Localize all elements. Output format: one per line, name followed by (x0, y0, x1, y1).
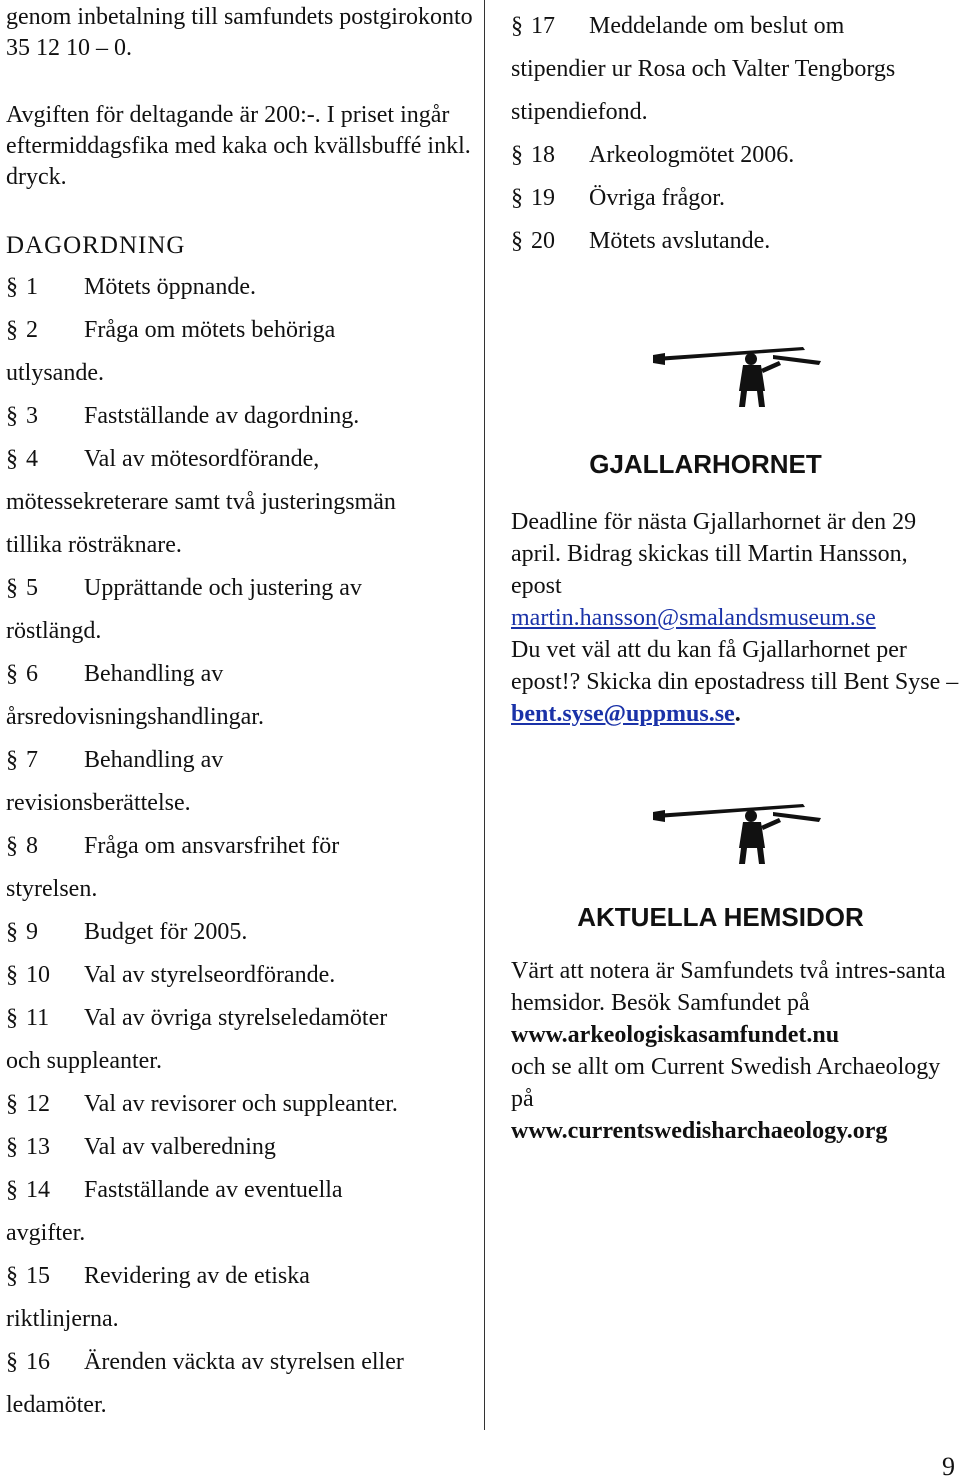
agenda-item-number: 9 (26, 919, 38, 945)
agenda-item-number: 14 (26, 1177, 50, 1203)
agenda-item-continuation: utlysande. (6, 360, 104, 386)
agenda-item-number: 12 (26, 1091, 50, 1117)
agenda-item-number: 7 (26, 747, 38, 773)
section-mark: § (6, 575, 18, 601)
agenda-item-text: Fråga om mötets behöriga (84, 317, 336, 343)
right-column (511, 0, 960, 1147)
agenda-item-text: Mötets öppnande. (84, 274, 256, 300)
agenda-item (6, 1341, 476, 1384)
agenda-item (6, 567, 476, 610)
agenda-item-text: Val av övriga styrelseledamöter (84, 1005, 388, 1031)
agenda-list-continued (511, 5, 960, 263)
agenda-item-text: Behandling av (84, 747, 224, 773)
email-link-bent[interactable]: bent.syse@uppmus.se (511, 701, 735, 727)
website-link-samfundet[interactable]: www.arkeologiskasamfundet.nu (511, 1022, 840, 1048)
agenda-item (6, 739, 476, 782)
agenda-item (511, 177, 960, 220)
agenda-list (6, 266, 476, 1427)
agenda-item-text: Mötets avslutande. (589, 228, 771, 254)
agenda-item-number: 15 (26, 1263, 50, 1289)
agenda-item (6, 653, 476, 696)
agenda-item-number: 13 (26, 1134, 50, 1160)
agenda-item-number: 16 (26, 1349, 50, 1375)
agenda-item (511, 220, 960, 263)
agenda-item (6, 954, 476, 997)
section-mark: § (6, 1091, 18, 1117)
agenda-item-continuation: tillika rösträknare. (6, 532, 182, 558)
agenda-item (6, 1169, 476, 1212)
section-mark: § (6, 1349, 18, 1375)
agenda-item-number: 17 (531, 13, 555, 39)
section-mark: § (6, 833, 18, 859)
agenda-item-number: 10 (26, 962, 50, 988)
agenda-item (6, 1126, 476, 1169)
column-divider (484, 0, 485, 1430)
agenda-item (6, 266, 476, 309)
agenda-item-text: Val av styrelseordförande. (84, 962, 336, 988)
section-mark: § (6, 1005, 18, 1031)
agenda-item (511, 5, 960, 48)
section-mark: § (511, 142, 523, 168)
agenda-item-continuation: röstlängd. (6, 618, 102, 644)
intro-paragraph: genom inbetalning till samfundets postgirokonto 35 12 10 – 0. (6, 4, 473, 61)
agenda-item-number: 3 (26, 403, 38, 429)
agenda-item-number: 6 (26, 661, 38, 687)
section-mark: § (6, 317, 18, 343)
section-mark: § (511, 13, 523, 39)
email-link[interactable]: martin.hansson@smalandsmuseum.se (511, 605, 876, 631)
section-mark: § (6, 446, 18, 472)
agenda-item-continuation: stipendier ur Rosa och Valter Tengborgs (511, 56, 896, 82)
agenda-item (6, 309, 476, 352)
agenda-item-text: Val av revisorer och suppleanter. (84, 1091, 398, 1117)
agenda-item-text: Arkeologmötet 2006. (589, 142, 795, 168)
section-mark: § (6, 919, 18, 945)
agenda-item-text: Fastställande av dagordning. (84, 403, 360, 429)
agenda-item-number: 19 (531, 185, 555, 211)
section-mark: § (6, 747, 18, 773)
agenda-item-continuation: avgifter. (6, 1220, 86, 1246)
agenda-item (6, 997, 476, 1040)
agenda-item-continuation: årsredovisningshandlingar. (6, 704, 264, 730)
agenda-item (6, 438, 476, 481)
section-mark: § (6, 1134, 18, 1160)
agenda-item-text: Övriga frågor. (589, 185, 725, 211)
agenda-item-number: 18 (531, 142, 555, 168)
hemsidor-heading: AKTUELLA HEMSIDOR (577, 902, 864, 932)
agenda-item-continuation: stipendiefond. (511, 99, 648, 125)
agenda-item-continuation: mötessekreterare samt två justeringsmän (6, 489, 396, 515)
agenda-item-text: Ärenden väckta av styrelsen eller (84, 1349, 404, 1375)
agenda-item (6, 825, 476, 868)
agenda-item-text: Budget för 2005. (84, 919, 248, 945)
agenda-item-text: Val av valberedning (84, 1134, 276, 1160)
section-mark: § (511, 228, 523, 254)
agenda-item (6, 1255, 476, 1298)
agenda-item-text: Behandling av (84, 661, 224, 687)
agenda-item (6, 911, 476, 954)
gjallarhornet-heading: GJALLARHORNET (589, 449, 822, 479)
agenda-item-continuation: ledamöter. (6, 1392, 107, 1418)
agenda-item (6, 395, 476, 438)
section-mark: § (6, 274, 18, 300)
section-mark: § (6, 1177, 18, 1203)
left-column (6, 0, 476, 1427)
agenda-item-number: 4 (26, 446, 38, 472)
agenda-item-continuation: styrelsen. (6, 876, 98, 902)
website-link-csa[interactable]: www.currentswedisharchaeology.org (511, 1118, 888, 1144)
agenda-item-continuation: och suppleanter. (6, 1048, 162, 1074)
agenda-item (511, 134, 960, 177)
section-mark: § (6, 1263, 18, 1289)
agenda-item-number: 20 (531, 228, 555, 254)
agenda-item-number: 5 (26, 575, 38, 601)
fee-paragraph: Avgiften för deltagande är 200:-. I priset ingår eftermiddagsfika med kaka och kvällsbuffé inkl. dryck. (6, 102, 471, 190)
agenda-item-continuation: revisionsberättelse. (6, 790, 191, 816)
agenda-item-text: Meddelande om beslut om (589, 13, 845, 39)
agenda-heading: DAGORDNING (6, 232, 186, 259)
agenda-item-text: Fråga om ansvarsfrihet för (84, 833, 340, 859)
agenda-item-number: 8 (26, 833, 38, 859)
agenda-item-text: Val av mötesordförande, (84, 446, 320, 472)
agenda-item (6, 1083, 476, 1126)
agenda-item-text: Fastställande av eventuella (84, 1177, 343, 1203)
section-mark: § (511, 185, 523, 211)
section-mark: § (6, 661, 18, 687)
agenda-item-number: 1 (26, 274, 38, 300)
horn-blower-icon (653, 796, 823, 866)
agenda-item-continuation: riktlinjerna. (6, 1306, 119, 1332)
agenda-item-text: Revidering av de etiska (84, 1263, 310, 1289)
gjallarhornet-text: Deadline för nästa Gjallarhornet är den 29 april. Bidrag skickas till Martin Hansson, epost martin.hansson@smalandsmuseum.se Du vet väl att du kan få Gjallarhornet per epost!? Skicka din epostadress till Bent Syse – bent.syse@uppmus.se. (511, 509, 959, 727)
section-mark: § (6, 403, 18, 429)
section-mark: § (6, 962, 18, 988)
agenda-item-text: Upprättande och justering av (84, 575, 362, 601)
agenda-item-number: 2 (26, 317, 38, 343)
page-number: 9 (942, 1452, 955, 1481)
horn-blower-icon (653, 339, 823, 409)
agenda-item-number: 11 (26, 1005, 50, 1031)
hemsidor-text: Värt att notera är Samfundets två intres-santa hemsidor. Besök Samfundet på www.arkeologiskasamfundet.nu och se allt om Current Swedish Archaeology på www.currentswedisharchaeology.org (511, 958, 946, 1144)
